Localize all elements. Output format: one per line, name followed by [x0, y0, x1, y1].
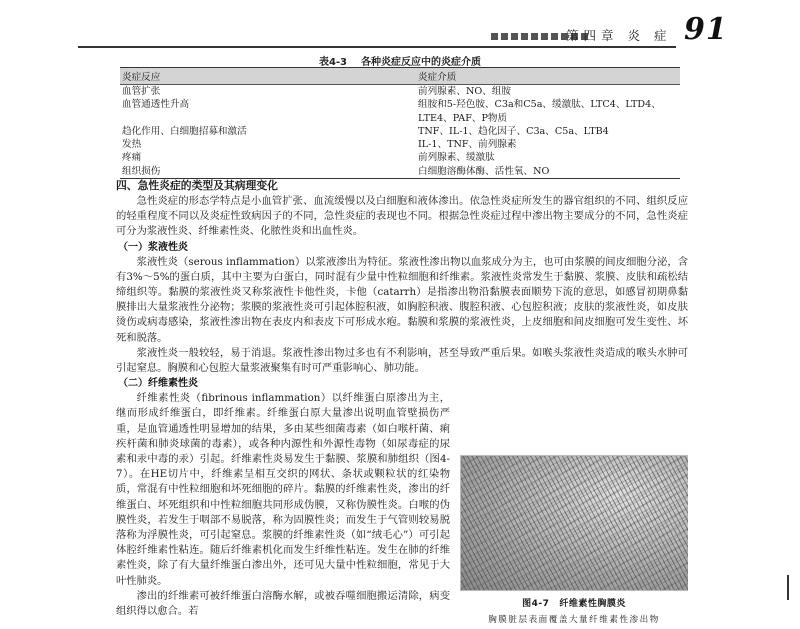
mediator-cell: IL-1、TNF、前列腺素 [418, 139, 517, 151]
reaction-cell: 发热 [122, 139, 142, 151]
table-row [120, 125, 680, 138]
section-heading: 四、急性炎症的类型及其病理变化 [116, 179, 278, 192]
fibrinous-paragraph-2: 渗出的纤维素可被纤维蛋白溶酶水解，或被吞噬细胞搬运清除，病变组织得以愈合。若 [116, 589, 450, 618]
table-container [120, 67, 680, 179]
mediator-cell: 前列腺素、NO、组胺 [418, 86, 512, 97]
page-number: 91 [684, 12, 728, 47]
mediator-cell [416, 98, 680, 125]
mediator-cell: 前列腺素、缓激肽 [418, 152, 495, 164]
mediator-cell: 白细胞溶酶体酶、活性氧、NO [418, 165, 550, 177]
reaction-cell: 趋化作用、白细胞招募和激活 [122, 125, 247, 137]
reaction-cell: 疼痛 [122, 152, 142, 164]
figure-number: 图4-7 [522, 599, 550, 610]
reaction-cell: 组织损伤 [122, 165, 161, 177]
table-caption [0, 53, 800, 68]
table-number: 表4-3 [318, 57, 348, 68]
reaction-cell: 血管通透性升高 [122, 99, 190, 111]
mediator-cell: TNF、IL-1、趋化因子、C3a、C5a、LTB4 [418, 125, 609, 137]
fibrinous-block [116, 391, 688, 628]
table-row [120, 85, 680, 99]
figure-4-7 [460, 455, 688, 628]
serous-paragraph-2: 浆液性炎一般较轻，易于消退。浆液性渗出物过多也有不利影响，甚至导致严重后果。如喉头浆液性炎造成的喉头水肿可引起窒息。胸膜和心包腔大量浆液聚集有时可严重影响心、肺功能。 [116, 346, 688, 375]
subsection-heading-serous: （一）浆液性炎 [118, 241, 188, 253]
chapter-title: 第四章 炎 症 [566, 28, 672, 43]
table-title: 各种炎症反应中的炎症介质 [361, 57, 482, 68]
fibrinous-paragraph-1: 纤维素性炎（fibrinous inflammation）以纤维蛋白原渗出为主，继而形成纤维蛋白，即纤维素。纤维蛋白原大量渗出说明血管壁损伤严重，是血管通透性明显增加的结果，多由某些细菌毒素（如白喉杆菌、痢疾杆菌和肺炎球菌的毒素），或各种内源性和外源性毒物（如尿毒症的尿素和汞中毒的汞）引起。纤维素性炎易发生于黏膜、浆膜和肺组织（图4-7）。在HE切片中，纤维素呈相互交织的网状、条状或颗粒状的红染物质，常混有中性粒细胞和坏死细胞的碎片。黏膜的纤维素性炎，渗出的纤维蛋白、坏死组织和中性粒细胞共同形成伪膜，又称伪膜性炎。白喉的伪膜性炎，若发生于咽部不易脱落，称为固膜性炎；而发生于气管则较易脱落称为浮膜性炎，可引起窒息。浆膜的纤维素性炎（如“绒毛心”）可引起体腔纤维素性粘连。随后纤维素机化而发生纤维性粘连。发生在肺的纤维素性炎，除了有大量纤维蛋白渗出外，还可见大量中性粒细胞，常见于大叶性肺炎。 [116, 392, 450, 587]
mediator-table [120, 67, 680, 179]
page-edge-mark [787, 575, 789, 600]
table-header-row [120, 68, 680, 85]
table-row [120, 138, 680, 151]
mediator-line: 组胺和5-羟色胺、C3a和C5a、缓激肽、LTC4、LTD4、 [418, 99, 661, 111]
figure-title: 纤维素性胸膜炎 [559, 599, 626, 610]
intro-paragraph: 急性炎症的形态学特点是小血管扩张、血流缓慢以及白细胞和液体渗出。依急性炎症所发生的器官组织的不同、组织反应的轻重程度不同以及炎症性致病因子的不同，急性炎症的表现也不同。根据急性炎症过程中渗出物主要成分的不同，急性炎症可分为浆液性炎、纤维素性炎、化脓性炎和出血性炎。 [116, 195, 688, 238]
page-header [0, 0, 800, 60]
serous-paragraph-1: 浆液性炎（serous inflammation）以浆液渗出为特征。浆液性渗出物以血浆成分为主，也可由浆膜的间皮细胞分泌，含有3%～5%的蛋白质，其中主要为白蛋白，同时混有少量中性粒细胞和纤维素。浆液性炎常发生于黏膜、浆膜、皮肤和疏松结缔组织等。黏膜的浆液性炎又称浆液性卡他性炎，卡他（catarrh）是指渗出物沿黏膜表面顺势下流的意思，如感冒初期鼻黏膜排出大量浆液性分泌物；浆膜的浆液性炎可引起体腔积液，如胸腔积液、腹腔积液、心包腔积液；皮肤的浆液性炎，如皮肤烫伤或病毒感染，浆液性渗出物在表皮内和表皮下可形成水疱。黏膜和浆膜的浆液性炎，上皮细胞和间皮细胞可发生变性、坏死和脱落。 [116, 255, 688, 344]
subsection-heading-fibrinous: （二）纤维素性炎 [118, 378, 198, 390]
table-row [120, 165, 680, 179]
column-header-reaction: 炎症反应 [122, 72, 161, 83]
figure-subcaption: 胸膜脏层表面覆盖大量纤维素性渗出物 [488, 615, 660, 626]
table-row [120, 151, 680, 164]
reaction-cell: 血管扩张 [122, 86, 161, 97]
table-row [120, 98, 680, 125]
mediator-line: LTE4、PAF、P物质 [418, 112, 508, 124]
column-header-mediator: 炎症介质 [418, 72, 457, 83]
micrograph-image [460, 455, 688, 591]
header-rule [78, 46, 676, 48]
main-content [116, 178, 688, 629]
